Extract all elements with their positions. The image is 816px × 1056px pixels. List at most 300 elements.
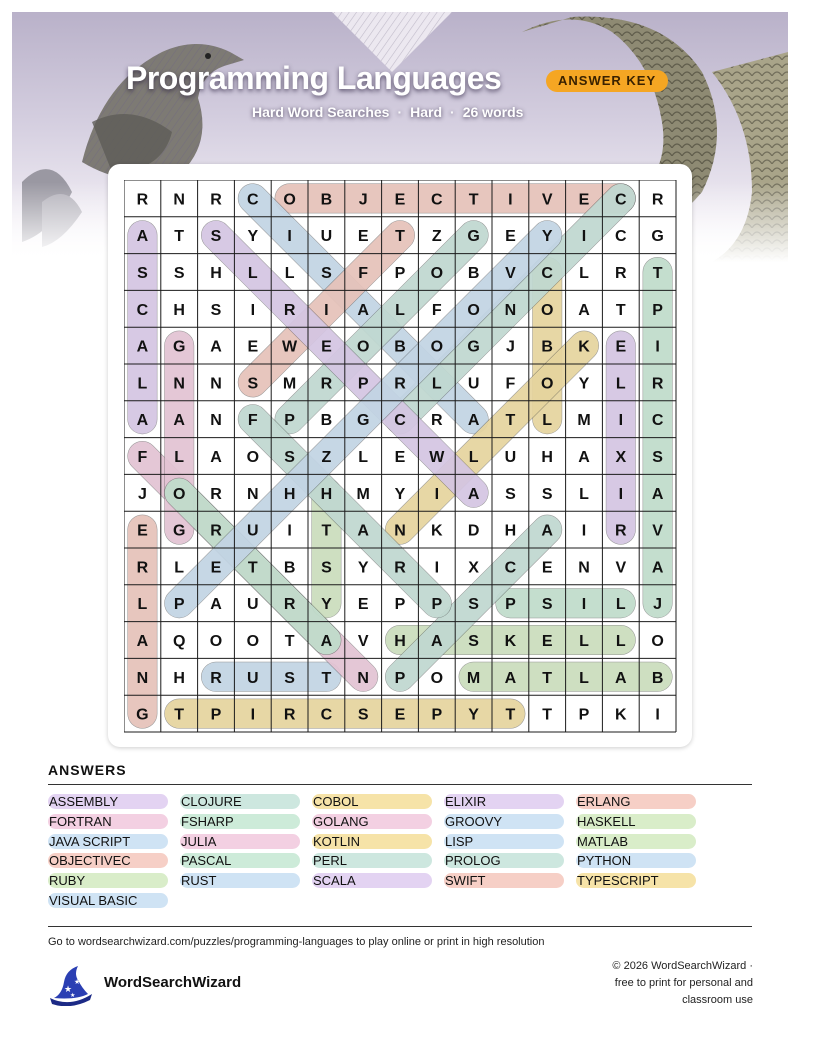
grid-cell-letter[interactable]: H	[394, 633, 406, 650]
grid-cell-letter[interactable]: T	[542, 669, 553, 687]
subtitle-difficulty: Hard	[410, 104, 443, 120]
grid-cell-letter[interactable]: B	[651, 669, 664, 687]
answer-word	[180, 853, 231, 868]
grid-cell-letter[interactable]: C	[394, 412, 406, 430]
grid-cell-letter[interactable]: B	[283, 559, 296, 577]
answer-word	[444, 794, 486, 809]
grid-cell-letter[interactable]: A	[504, 669, 517, 687]
grid-cell-letter[interactable]: K	[504, 633, 517, 650]
grid-cell-letter[interactable]: L	[174, 449, 185, 466]
grid-cell-letter[interactable]: G	[172, 338, 186, 356]
copyright-line: © 2026 WordSearchWizard ·	[612, 960, 753, 972]
grid-cell-letter[interactable]: L	[174, 559, 185, 577]
grid-cell-letter[interactable]: P	[578, 706, 590, 724]
grid-cell-letter[interactable]: F	[247, 412, 258, 430]
grid-cell-letter[interactable]: E	[394, 191, 406, 209]
footer-divider	[48, 926, 752, 927]
grid-cell-letter[interactable]: S	[284, 449, 295, 466]
grid-cell-letter[interactable]: L	[615, 596, 626, 614]
copyright-line: classroom use	[682, 994, 753, 1006]
grid-cell-letter[interactable]: T	[174, 706, 185, 724]
grid-cell-letter[interactable]: S	[468, 596, 479, 614]
grid-cell-letter[interactable]: C	[136, 301, 149, 319]
grid-cell-letter[interactable]: C	[615, 191, 627, 209]
grid-cell-letter[interactable]: V	[357, 633, 369, 650]
grid-cell-letter[interactable]: X	[615, 449, 627, 466]
grid-cell-letter[interactable]: Y	[357, 559, 369, 577]
grid-cell-letter[interactable]: A	[136, 633, 149, 650]
grid-cell-letter[interactable]: T	[468, 191, 479, 209]
grid-cell-letter[interactable]: V	[541, 191, 553, 209]
grid-cell-letter[interactable]: P	[431, 596, 443, 614]
answer-word	[312, 853, 347, 868]
subtitle-source: Hard Word Searches	[252, 104, 390, 120]
answer-word-label: JULIA	[181, 833, 217, 849]
answer-word-label: ELIXIR	[445, 794, 487, 809]
grid-cell-letter[interactable]: T	[321, 522, 332, 540]
answer-word-label: CLOJURE	[181, 794, 242, 809]
puzzle-subtitle	[252, 104, 523, 120]
answer-word-label: ASSEMBLY	[49, 794, 119, 809]
grid-cell-letter[interactable]: R	[615, 265, 627, 282]
grid-cell-letter[interactable]: O	[651, 633, 664, 650]
grid-cell-letter[interactable]: R	[651, 375, 664, 393]
grid-cell-letter[interactable]: R	[320, 375, 333, 393]
grid-cell-letter[interactable]: E	[357, 228, 369, 246]
grid-cell-letter[interactable]: I	[508, 191, 513, 209]
grid-cell-letter[interactable]: V	[505, 265, 516, 282]
grid-cell-letter[interactable]: L	[615, 375, 626, 393]
answer-word-label: GOLANG	[313, 813, 369, 829]
answer-word-label: GROOVY	[445, 813, 503, 829]
brand-name[interactable]: WordSearchWizard	[104, 974, 242, 991]
answer-word	[48, 873, 85, 888]
grid-cell-letter[interactable]: I	[287, 228, 292, 246]
grid-cell-letter[interactable]: O	[430, 265, 444, 282]
grid-cell-letter[interactable]: A	[651, 485, 664, 503]
grid-cell-letter[interactable]: R	[283, 706, 296, 724]
grid-cell-letter[interactable]: B	[320, 412, 333, 430]
grid-cell-letter[interactable]: R	[615, 522, 627, 540]
grid-cell-letter[interactable]: R	[283, 301, 296, 319]
grid-cell-letter[interactable]: F	[137, 449, 148, 466]
grid-cell-letter[interactable]: U	[320, 228, 333, 246]
grid-cell-letter[interactable]: O	[467, 301, 480, 319]
grid-cell-letter[interactable]: I	[324, 301, 329, 319]
grid-cell-letter[interactable]: O	[246, 449, 260, 466]
grid-cell-letter[interactable]: I	[618, 412, 624, 430]
grid-cell-letter[interactable]: R	[210, 191, 222, 209]
grid-cell-letter[interactable]: C	[504, 559, 517, 577]
grid-cell-letter[interactable]: P	[652, 301, 663, 319]
grid-cell-letter[interactable]: A	[357, 522, 369, 540]
answer-word-label: OBJECTIVEC	[49, 853, 131, 869]
grid-cell-letter[interactable]: N	[247, 485, 259, 503]
svg-text:★: ★	[74, 978, 81, 986]
answer-word-label: PROLOG	[445, 853, 501, 869]
grid-cell-letter[interactable]: T	[284, 633, 295, 650]
grid-cell-letter[interactable]: Z	[431, 228, 442, 246]
grid-cell-letter[interactable]: A	[136, 338, 149, 356]
answers-heading: ANSWERS	[48, 762, 127, 778]
subtitle-word-count: 26 words	[462, 104, 524, 120]
grid-cell-letter[interactable]: G	[467, 228, 480, 246]
grid-cell-letter[interactable]: H	[541, 449, 553, 466]
grid-cell-letter[interactable]: O	[172, 485, 186, 503]
grid-cell-letter[interactable]: N	[578, 559, 590, 577]
grid-cell-letter[interactable]: L	[579, 633, 589, 650]
grid-cell-letter[interactable]: N	[394, 522, 406, 540]
grid-cell-letter[interactable]: N	[173, 191, 185, 209]
grid-cell-letter[interactable]: F	[431, 301, 442, 319]
answer-word	[48, 834, 130, 849]
grid-cell-letter[interactable]: I	[250, 301, 256, 319]
grid-cell-letter[interactable]: A	[431, 633, 443, 650]
answer-word-label: RUBY	[49, 873, 86, 889]
answer-key-badge: ANSWER KEY	[546, 70, 668, 92]
copyright-line: free to print for personal and	[614, 977, 753, 989]
grid-cell-letter[interactable]: L	[284, 265, 295, 282]
answer-word-label: FSHARP	[181, 813, 234, 829]
grid-cell-letter[interactable]: O	[540, 301, 554, 319]
grid-cell-letter[interactable]: F	[358, 265, 369, 282]
grid-cell-letter[interactable]: O	[430, 338, 444, 356]
grid-cell-letter[interactable]: H	[173, 301, 185, 319]
grid-cell-letter[interactable]: O	[283, 191, 296, 209]
grid-cell-letter[interactable]: G	[136, 706, 149, 724]
grid-cell-letter[interactable]: A	[210, 338, 222, 356]
grid-cell-letter[interactable]: L	[431, 375, 442, 393]
grid-cell-letter[interactable]: Y	[541, 228, 553, 246]
answer-word	[48, 853, 131, 868]
answer-word	[312, 794, 359, 809]
grid-cell-letter[interactable]: K	[431, 522, 443, 540]
answer-word	[576, 834, 628, 849]
grid-cell-letter[interactable]: A	[320, 633, 333, 650]
grid-cell-letter[interactable]: M	[577, 412, 591, 430]
grid-cell-letter[interactable]: S	[541, 485, 553, 503]
grid-cell-letter[interactable]: E	[541, 559, 553, 577]
grid-cell-letter[interactable]: C	[320, 706, 333, 724]
grid-cell-letter[interactable]: J	[653, 596, 663, 614]
grid-cell-letter[interactable]: T	[505, 412, 516, 430]
grid-cell-letter[interactable]: P	[394, 596, 406, 614]
grid-cell-letter[interactable]: K	[578, 338, 590, 356]
copyright-notice	[583, 958, 753, 1009]
page-title: Programming Languages	[126, 60, 502, 96]
grid-cell-letter[interactable]: I	[250, 706, 256, 724]
grid-cell-letter[interactable]: A	[578, 449, 590, 466]
answer-word	[48, 814, 112, 829]
grid-cell-letter[interactable]: E	[505, 228, 516, 246]
grid-cell-letter[interactable]: R	[210, 522, 222, 540]
grid-cell-letter[interactable]: N	[173, 375, 185, 393]
answers-divider	[48, 784, 752, 785]
answer-word	[180, 873, 216, 888]
answer-word-label: VISUAL BASIC	[49, 893, 138, 908]
grid-cell-letter[interactable]: E	[541, 633, 553, 650]
answer-word-label: KOTLIN	[313, 833, 360, 849]
answer-word	[312, 873, 356, 888]
grid-cell-letter[interactable]: V	[615, 559, 627, 577]
grid-cell-letter[interactable]: A	[210, 449, 222, 466]
grid-cell-letter[interactable]: O	[246, 633, 260, 650]
answer-word-label: JAVA SCRIPT	[49, 833, 131, 849]
grid-cell-letter[interactable]: S	[137, 265, 148, 282]
grid-cell-letter[interactable]: L	[542, 412, 553, 430]
grid-cell-letter[interactable]: W	[429, 449, 445, 466]
grid-cell-letter[interactable]: I	[581, 596, 587, 614]
grid-cell-letter[interactable]: I	[581, 228, 587, 246]
answer-word-label: PERL	[313, 853, 347, 869]
grid-cell-letter[interactable]: M	[466, 669, 481, 687]
answer-word	[576, 873, 659, 888]
grid-cell-letter[interactable]: O	[209, 633, 223, 650]
grid-cell-letter[interactable]: T	[615, 301, 626, 319]
answer-word	[576, 814, 636, 829]
answer-word	[48, 794, 118, 809]
svg-text:★: ★	[64, 985, 73, 995]
answer-word	[444, 814, 502, 829]
grid-cell-letter[interactable]: V	[652, 522, 663, 540]
answer-word-label: SWIFT	[445, 873, 486, 889]
grid-cell-letter[interactable]: I	[434, 485, 440, 503]
grid-cell-letter[interactable]: U	[504, 449, 517, 466]
grid-cell-letter[interactable]: A	[357, 301, 369, 319]
grid-cell-letter[interactable]: C	[247, 191, 259, 209]
grid-cell-letter[interactable]: A	[210, 596, 222, 614]
grid-cell-letter[interactable]: Y	[321, 596, 332, 614]
grid-cell-letter[interactable]: S	[652, 449, 663, 466]
grid-cell-letter[interactable]: N	[504, 301, 517, 319]
grid-cell-letter[interactable]: R	[210, 669, 222, 687]
grid-cell-letter[interactable]: X	[468, 559, 479, 577]
answer-word	[576, 794, 630, 809]
grid-cell-letter[interactable]: E	[394, 706, 406, 724]
grid-cell-letter[interactable]: A	[541, 522, 553, 540]
grid-cell-letter[interactable]: E	[137, 522, 148, 540]
grid-cell-letter[interactable]: L	[615, 633, 626, 650]
grid-cell-letter[interactable]: A	[467, 412, 480, 430]
grid-cell-letter[interactable]: N	[357, 669, 369, 687]
grid-cell-letter[interactable]: F	[505, 375, 516, 393]
grid-cell-letter[interactable]: I	[287, 522, 292, 540]
grid-cell-letter[interactable]: S	[505, 485, 516, 503]
grid-cell-letter[interactable]: I	[655, 338, 660, 356]
grid-cell-letter[interactable]: I	[618, 485, 624, 503]
grid-cell-letter[interactable]: N	[136, 669, 149, 687]
answer-word-label: COBOL	[313, 794, 359, 809]
grid-cell-letter[interactable]: N	[210, 375, 222, 393]
grid-cell-letter[interactable]: A	[578, 301, 590, 319]
grid-cell-letter[interactable]: R	[210, 485, 222, 503]
grid-cell-letter[interactable]: M	[282, 375, 297, 393]
grid-cell-letter[interactable]: U	[247, 596, 259, 614]
grid-cell-letter[interactable]: E	[394, 449, 406, 466]
answer-word	[48, 893, 137, 908]
answer-word-label: HASKELL	[577, 813, 636, 829]
play-online-link[interactable]: Go to wordsearchwizard.com/puzzles/programming-languages to play online or print in high resolution	[48, 936, 545, 948]
grid-cell-letter[interactable]: T	[321, 669, 332, 687]
answer-word	[312, 814, 369, 829]
grid-cell-letter[interactable]: L	[137, 375, 148, 393]
grid-cell-letter[interactable]: E	[615, 338, 627, 356]
answer-word-label: RUST	[181, 873, 217, 889]
grid-cell-letter[interactable]: G	[172, 522, 186, 540]
answer-word-label: LISP	[445, 833, 474, 849]
grid-cell-letter[interactable]: M	[356, 485, 370, 503]
grid-cell-letter[interactable]: E	[321, 338, 332, 356]
grid-cell-letter[interactable]: B	[320, 191, 333, 209]
subtitle-separator: ·	[450, 104, 455, 120]
grid-cell-letter[interactable]: R	[136, 559, 149, 577]
answer-word-label: PYTHON	[577, 853, 632, 869]
grid-cell-letter[interactable]: L	[358, 449, 369, 466]
grid-cell-letter[interactable]: Y	[247, 228, 259, 246]
grid-cell-letter[interactable]: H	[173, 669, 185, 687]
answer-word-label: FORTRAN	[49, 813, 112, 829]
answer-word-label: SCALA	[313, 873, 356, 889]
grid-cell-letter[interactable]: A	[651, 559, 664, 577]
answer-word	[180, 834, 216, 849]
grid-cell-letter[interactable]: A	[173, 412, 185, 430]
grid-cell-letter[interactable]: S	[541, 596, 553, 614]
answer-word-label: PASCAL	[181, 853, 232, 869]
grid-cell-letter[interactable]: Z	[321, 449, 332, 466]
grid-cell-letter[interactable]: L	[468, 449, 479, 466]
grid-cell-letter[interactable]: B	[467, 265, 480, 282]
grid-cell-letter[interactable]: T	[505, 706, 516, 724]
answer-word-label: ERLANG	[577, 794, 631, 809]
answer-word	[444, 873, 485, 888]
grid-cell-letter[interactable]: P	[394, 669, 406, 687]
grid-cell-letter[interactable]: S	[357, 706, 369, 724]
grid-cell-letter[interactable]: P	[284, 412, 295, 430]
grid-cell-letter[interactable]: S	[284, 669, 295, 687]
grid-cell-letter[interactable]: G	[651, 228, 664, 246]
grid-cell-letter[interactable]: A	[615, 669, 627, 687]
grid-cell-letter[interactable]: P	[210, 706, 222, 724]
grid-cell-letter[interactable]: S	[468, 633, 479, 650]
grid-cell-letter[interactable]: T	[247, 559, 258, 577]
grid-cell-letter[interactable]: L	[579, 485, 589, 503]
grid-cell-letter[interactable]: H	[504, 522, 517, 540]
grid-cell-letter[interactable]: E	[247, 338, 259, 356]
grid-cell-letter[interactable]: L	[579, 265, 589, 282]
grid-cell-letter[interactable]: R	[651, 191, 664, 209]
answer-word	[180, 814, 234, 829]
grid-cell-letter[interactable]: C	[651, 412, 664, 430]
grid-letters-layer	[136, 191, 664, 723]
answer-word	[444, 834, 473, 849]
wizard-hat-icon	[48, 964, 94, 1006]
grid-cell-letter[interactable]: A	[467, 485, 480, 503]
grid-cell-letter[interactable]: T	[395, 228, 405, 246]
grid-cell-letter[interactable]: P	[173, 596, 185, 614]
grid-cell-letter[interactable]: P	[357, 375, 369, 393]
answer-word	[312, 834, 360, 849]
answer-word-label: MATLAB	[577, 833, 629, 849]
grid-cell-letter[interactable]: P	[394, 265, 406, 282]
grid-cell-letter[interactable]: T	[174, 228, 185, 246]
grid-cell-letter[interactable]: C	[431, 191, 443, 209]
grid-cell-letter[interactable]: S	[321, 559, 332, 577]
grid-cell-letter[interactable]: C	[541, 265, 553, 282]
grid-cell-letter[interactable]: G	[467, 338, 480, 356]
grid-cell-letter[interactable]: H	[320, 485, 333, 503]
grid-cell-letter[interactable]: S	[210, 301, 222, 319]
grid-cell-letter[interactable]: A	[136, 228, 149, 246]
grid-cell-letter[interactable]: S	[321, 265, 332, 282]
grid-cell-letter[interactable]: I	[434, 559, 440, 577]
grid-cell-letter[interactable]: Q	[172, 633, 186, 650]
subtitle-separator: ·	[397, 104, 403, 120]
grid-cell-letter[interactable]: L	[247, 265, 258, 282]
svg-text:★: ★	[70, 992, 76, 999]
grid-cell-letter[interactable]: O	[430, 669, 444, 687]
grid-cell-letter[interactable]: R	[136, 191, 149, 209]
grid-cell-letter[interactable]: L	[137, 596, 148, 614]
grid-cell-letter[interactable]: D	[467, 522, 480, 540]
grid-cell-letter[interactable]: B	[394, 338, 406, 356]
grid-cell-letter[interactable]: R	[431, 412, 443, 430]
grid-cell-letter[interactable]: U	[467, 375, 480, 393]
grid-cell-letter[interactable]: I	[655, 706, 660, 724]
grid-cell-letter[interactable]: P	[505, 596, 516, 614]
grid-cell-letter[interactable]: W	[282, 338, 298, 356]
grid-cell-letter[interactable]: I	[581, 522, 587, 540]
grid-cell-letter[interactable]: R	[394, 559, 406, 577]
grid-cell-letter[interactable]: Y	[468, 706, 479, 724]
grid-cell-letter[interactable]: E	[578, 191, 590, 209]
answer-word	[444, 853, 501, 868]
grid-cell-letter[interactable]: P	[431, 706, 443, 724]
grid-cell-letter[interactable]: L	[395, 301, 405, 319]
grid-cell-letter[interactable]: R	[394, 375, 406, 393]
answer-word-label: TYPESCRIPT	[577, 873, 659, 889]
grid-cell-letter[interactable]: R	[283, 596, 296, 614]
grid-cell-letter[interactable]: J	[137, 485, 147, 503]
answer-word	[180, 794, 242, 809]
grid-cell-letter[interactable]: E	[357, 596, 369, 614]
grid-cell-letter[interactable]: U	[247, 669, 259, 687]
grid-cell-letter[interactable]: B	[541, 338, 553, 356]
grid-cell-letter[interactable]: J	[505, 338, 515, 356]
grid-cell-letter[interactable]: S	[210, 228, 222, 246]
grid-cell-letter[interactable]: U	[247, 522, 259, 540]
grid-cell-letter[interactable]: K	[615, 706, 627, 724]
grid-cell-letter[interactable]: H	[283, 485, 296, 503]
grid-cell-letter[interactable]: T	[542, 706, 553, 724]
grid-cell-letter[interactable]: A	[136, 412, 149, 430]
grid-cell-letter[interactable]: G	[356, 412, 370, 430]
grid-cell-letter[interactable]: O	[540, 375, 554, 393]
grid-cell-letter[interactable]: S	[247, 375, 259, 393]
grid-cell-letter[interactable]: E	[210, 559, 222, 577]
grid-cell-letter[interactable]: L	[579, 669, 589, 687]
grid-cell-letter[interactable]: H	[210, 265, 222, 282]
grid-cell-letter[interactable]: O	[356, 338, 370, 356]
grid-cell-letter[interactable]: N	[210, 412, 222, 430]
grid-cell-letter[interactable]: Y	[394, 485, 406, 503]
word-search-grid[interactable]	[124, 180, 677, 733]
grid-cell-letter[interactable]: S	[173, 265, 185, 282]
grid-cell-letter[interactable]: J	[358, 191, 368, 209]
grid-cell-letter[interactable]: C	[615, 228, 627, 246]
grid-cell-letter[interactable]: Y	[578, 375, 590, 393]
answer-word	[576, 853, 631, 868]
grid-cell-letter[interactable]: T	[652, 265, 663, 282]
